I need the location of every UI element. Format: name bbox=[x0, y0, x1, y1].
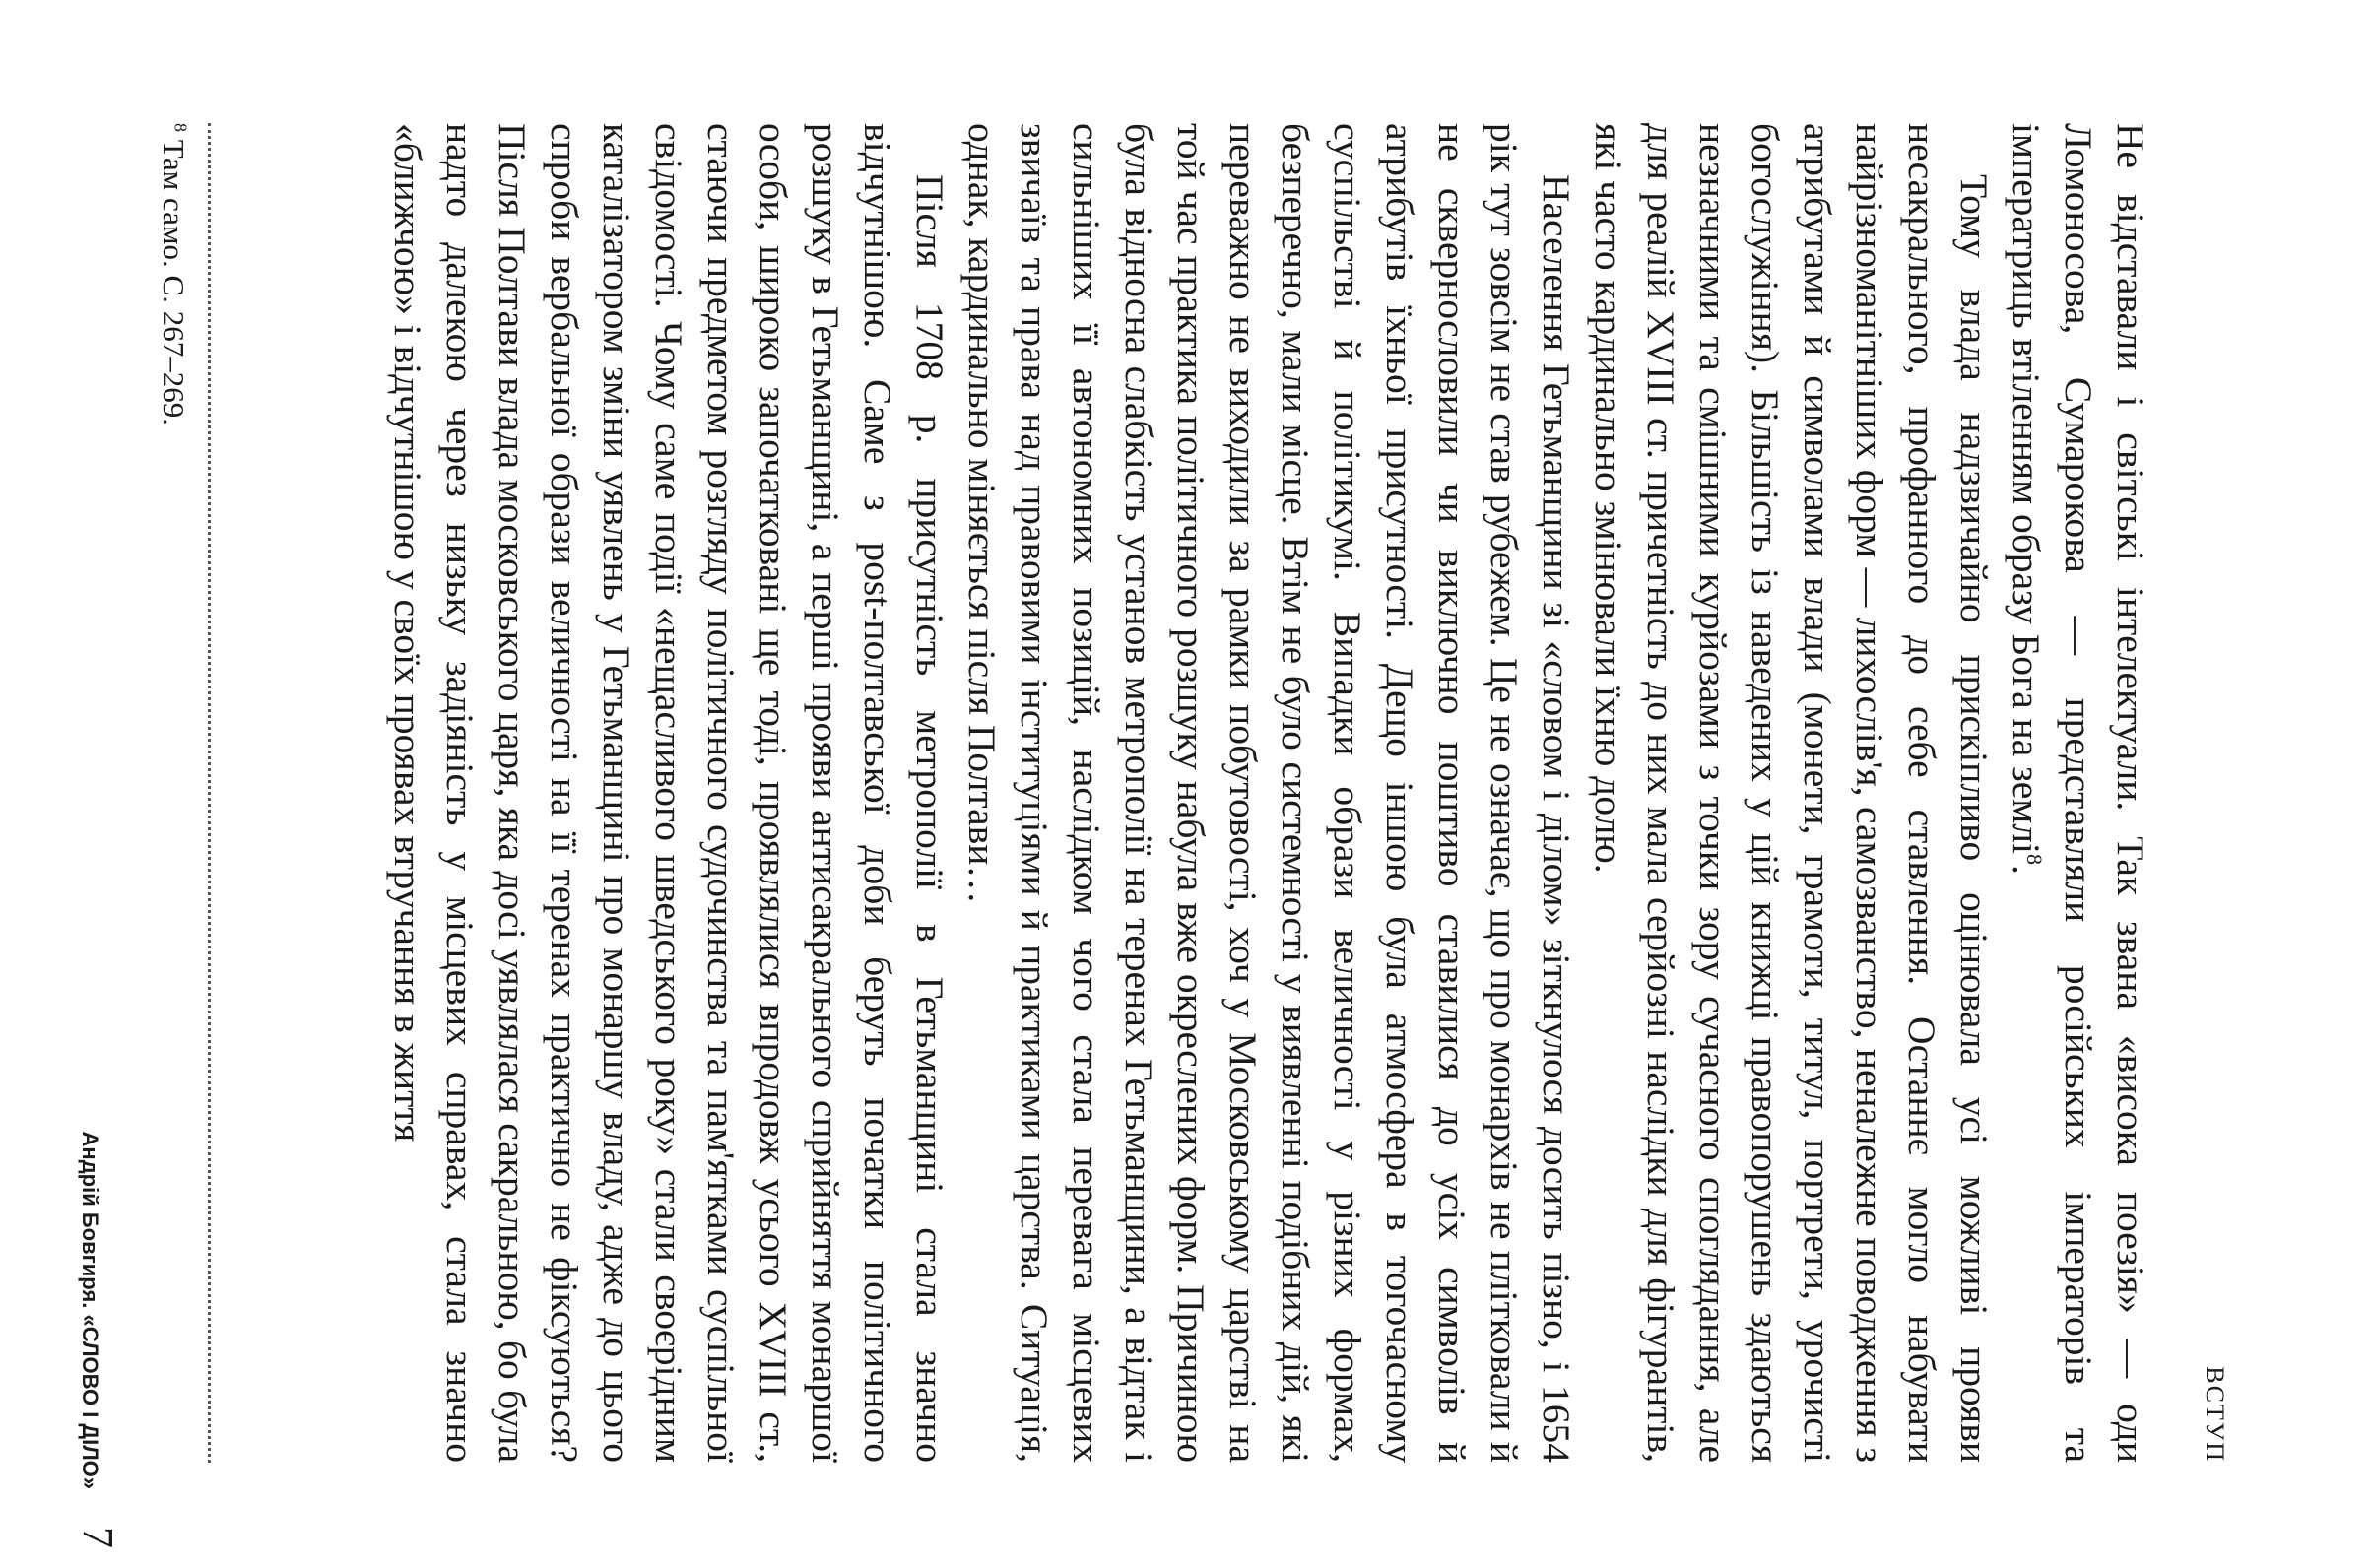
footnote-marker: 8 bbox=[170, 123, 191, 132]
paragraph-4: Після 1708 р. присутність метрополії в Гетьманщині стала значно відчутнішою. Саме з post-полтавської доби беруть початки політичного розшуку в Гетьманщині, а перші прояви антисакрального сприйняття монаршої особи, широко започатковані ще тоді, проявлялися впродовж усього XVIII ст., стаючи предметом розгляду політичного судочинства та пам'ятками суспільної свідомості. Чому саме події «нещасливого шведського року» стали своєрідним каталізатором зміни уявлень у Гетьманщині про монаршу владу, адже до цього спроби вербальної образи величності на її теренах практично не фіксуються? Після Полтави влада московського царя, яка досі уявлялася сакральною, бо була надто далекою через низьку задіяність у місцевих справах, стала значно «ближчою» і відчутнішою у своїх проявах втручання в життя bbox=[386, 123, 952, 1463]
section-title: ВСТУП bbox=[2201, 1366, 2229, 1463]
footnote bbox=[156, 123, 191, 425]
body-text bbox=[381, 123, 2156, 1463]
footnote-text: Там само. С. 267–269. bbox=[157, 139, 191, 425]
paragraph-1: Не відставали і світські інтелектуали. Так звана «висока поезія» — оди Ломоносова, Сумарокова — представляли російських імператорів та імператриць втіленням образу Бога на землі$^8$. bbox=[2005, 123, 2152, 1463]
paragraph-2: Тому влада надзвичайно прискіпливо оцінювала усі можливі прояви несакрального, профанного до себе ставлення. Останнє могло набувати найрізноманітніших форм — лихослів'я, самозванство, неналежне поводження з атрибутами й символами влади (монети, грамоти, титул, портрети, урочисті богослужіння). Більшість із наведених у цій книжці правопорушень здаються незначними та смішними курйозами з точки зору сучасного споглядання, але для реалій XVIII ст. причетність до них мала серйозні наслідки для фігурантів, які часто кардинально змінювали їхню долю. bbox=[1587, 123, 1996, 1463]
paragraph-3: Населення Гетьманщини зі «словом і ділом» зіткнулося досить пізно, і 1654 рік тут зовсім не став рубежем. Це не означає, що про монархів не плітковали й не сквернословили чи виключно поштиво ставилися до усіх символів й атрибутів їхньої присутності. Дещо іншою була атмосфера в тогочасному суспільстві й політикумі. Випадки образи величності у різних формах, безперечно, мали місце. Втім не було системності у виявленні подібних дій, які переважно не виходили за рамки побутовості, хоч у Московському царстві на той час практика політичного розшуку набула вже окреслених форм. Причиною була відносна слабкість установ метрополії на теренах Гетьманщини, а відтак і сильніших її автономних позицій, наслідком чого стала перевага місцевих звичаїв та права над правовими інституціями й практиками царства. Ситуація, однак, кардинально міняється після Полтави… bbox=[960, 123, 1578, 1463]
page-number: 7 bbox=[74, 1527, 122, 1548]
footnote-reference[interactable]: 8 bbox=[2022, 853, 2048, 865]
running-foot-title: Андрій Бовгиря. «СЛОВО І ДІЛО» bbox=[78, 1131, 102, 1489]
running-head bbox=[2184, 123, 2243, 1463]
footnote-divider bbox=[208, 123, 211, 1463]
